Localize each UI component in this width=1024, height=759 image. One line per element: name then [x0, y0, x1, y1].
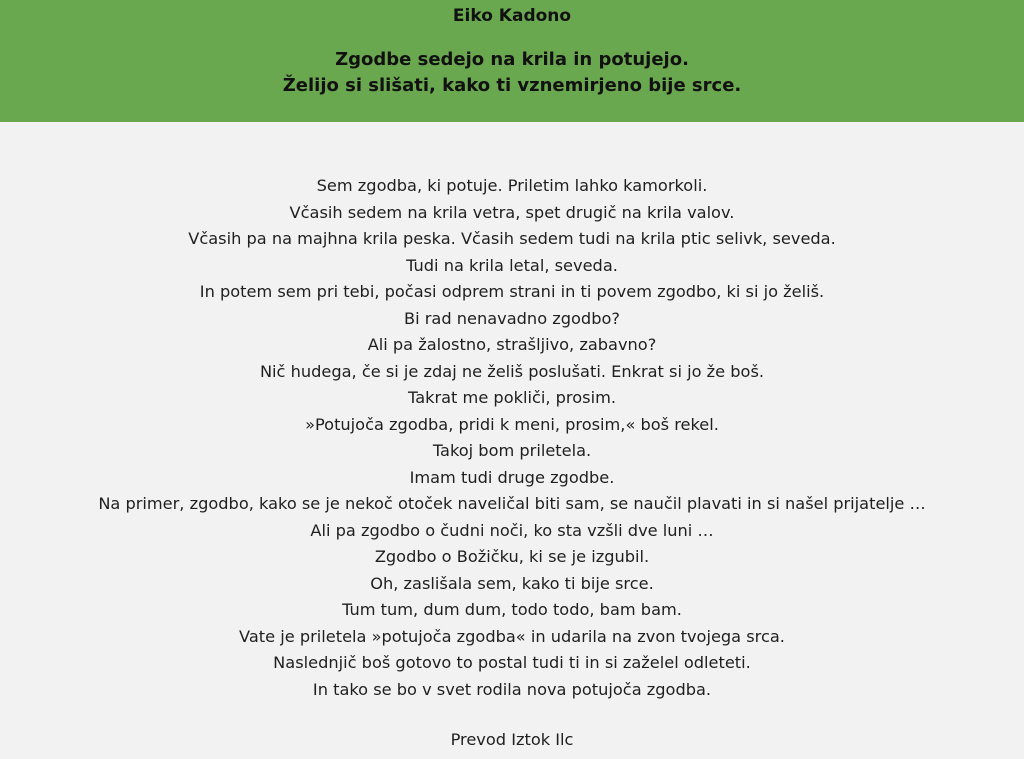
poem-line: Ali pa zgodbo o čudni noči, ko sta vzšli dve luni … — [310, 520, 714, 540]
poem-text — [0, 173, 1024, 703]
poem-line: Tudi na krila letal, seveda. — [406, 255, 618, 275]
poem-line: Tum tum, dum dum, todo todo, bam bam. — [342, 600, 682, 619]
poem-line: Včasih sedem na krila vetra, spet drugič na krila valov. — [289, 202, 735, 222]
tagline-line-1: Zgodbe sedejo na krila in potujejo. — [335, 49, 689, 70]
poem-line: Naslednjič boš gotovo to postal tudi ti in si zaželel odleteti. — [273, 653, 751, 672]
poem-line: Včasih pa na majhna krila peska. Včasih sedem tudi na krila ptic selivk, seveda. — [188, 229, 836, 248]
poem-line: Zgodbo o Božičku, ki se je izgubil. — [374, 547, 650, 566]
poem-line: Oh, zaslišala sem, kako ti bije srce. — [370, 573, 654, 593]
header-banner — [0, 0, 1024, 122]
tagline-line-2: Želijo si slišati, kako ti vznemirjeno bije srce. — [282, 75, 742, 96]
author-name: Eiko Kadono — [452, 6, 572, 26]
poem-line: Nič hudega, če si je zdaj ne želiš poslušati. Enkrat si jo že boš. — [259, 361, 765, 381]
poem-line: Vate je priletela »potujoča zgodba« in udarila na zvon tvojega srca. — [239, 626, 785, 646]
poem-line: Na primer, zgodbo, kako se je nekoč otoček naveličal biti sam, se naučil plavati in si našel prijatelje … — [98, 494, 926, 513]
tagline — [0, 47, 1024, 99]
poem-line: Ali pa žalostno, strašljivo, zabavno? — [367, 335, 657, 354]
poem-line: Bi rad nenavadno zgodbo? — [404, 308, 620, 328]
poem-line: In potem sem pri tebi, počasi odprem strani in ti povem zgodbo, ki si jo želiš. — [199, 282, 825, 301]
poem-line: Sem zgodba, ki potuje. Priletim lahko kamorkoli. — [316, 176, 708, 195]
translation-credit: Prevod Iztok Ilc — [450, 730, 574, 749]
poem-line: »Potujoča zgodba, pridi k meni, prosim,« boš rekel. — [305, 414, 719, 434]
poem-line: Takoj bom priletela. — [432, 441, 592, 460]
poem-line: In tako se bo v svet rodila nova potujoča zgodba. — [312, 679, 712, 699]
poem-line: Takrat me pokliči, prosim. — [407, 388, 616, 407]
poem-line: Imam tudi druge zgodbe. — [409, 467, 615, 487]
